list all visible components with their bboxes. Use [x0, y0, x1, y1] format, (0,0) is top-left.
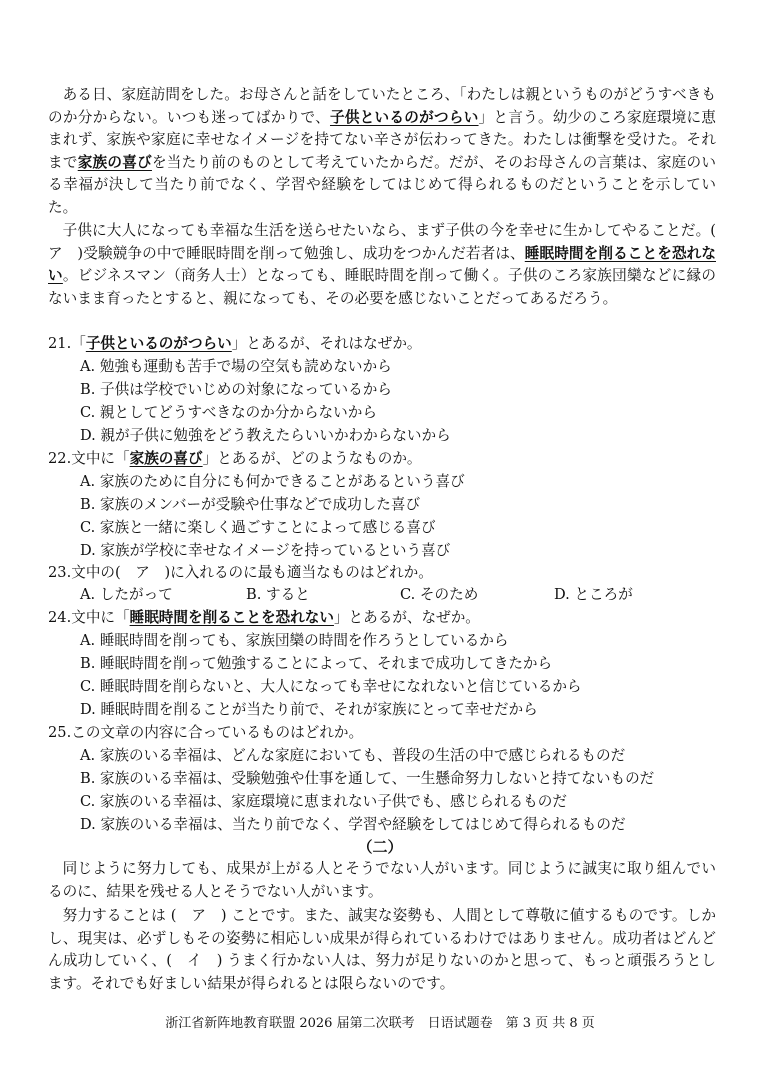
question-21 — [48, 333, 422, 355]
option-24-d: D. 睡眠時間を削ることが当たり前で、それが家族にとって幸せだから — [80, 701, 538, 718]
option-21-c: C. 親としてどうすべきなのか分からないから — [80, 404, 377, 421]
question-number: 22. — [48, 450, 72, 467]
question-number: 23. — [48, 564, 72, 581]
question-text: 「 — [71, 335, 86, 352]
paragraph-text: を当たり前のものとして考えていたからだ。だが、そのお母さんの言葉は、家庭のいる幸福が決して当たり前でなく、学習や経験をしてはじめて得られるものだということを示していた。 — [48, 153, 716, 216]
question-22 — [48, 448, 422, 470]
section-heading: （二） — [357, 838, 403, 856]
question-text: 文中の( ア )に入れるのに最も適当なものはどれか。 — [71, 564, 433, 581]
option-25-c: C. 家族のいる幸福は、家庭環境に恵まれない子供でも、感じられるものだ — [80, 793, 567, 810]
option-24-a: A. 睡眠時間を削っても、家族団欒の時間を作ろうとしているから — [80, 632, 509, 649]
question-number: 24. — [48, 609, 72, 626]
keyword-underlined: 子供といるのがつらい — [329, 108, 479, 126]
paragraph-text: 」と言う。幼少のころ家庭環境に恵まれず、家族や家庭に幸せなイメージを持てない辛さが伝わってきた。わたしは衝撃を受けた。それまで — [48, 108, 716, 171]
option-21-d: D. 親が子供に勉強をどう教えたらいいかわからないから — [80, 427, 451, 444]
question-23 — [48, 562, 433, 584]
keyword-underlined: 睡眠時間を削ることを恐れない — [48, 244, 716, 285]
keyword-underlined: 家族の喜び — [129, 450, 203, 467]
question-number: 25. — [48, 724, 72, 741]
option-21-a: A. 勉強も運動も苦手で場の空気も読めないから — [80, 358, 392, 375]
question-text: この文章の内容に合っているものはどれか。 — [71, 724, 364, 741]
option-22-a: A. 家族のために自分にも何かできることがあるという喜び — [80, 473, 465, 490]
passage-paragraph-1 — [48, 84, 716, 220]
question-number: 21. — [48, 335, 72, 352]
question-text: 」とあるが、なぜか。 — [333, 609, 480, 626]
question-25 — [48, 722, 363, 744]
question-text: 」とあるが、どのようなものか。 — [202, 450, 422, 467]
option-23-b: B. すると — [246, 586, 310, 603]
section2-paragraph-2: 努力することは ( ア ) ことです。また、誠実な姿勢も、人間として尊敬に値するものです。しかし、現実は、必ずしもその姿勢に相応しい成果が得られているわけではありません。成功者はどんどん成功していく、( イ ) うまく行かない人は、努力が足りないのかと思って、もっと頑張ろうとします。それでも好ましい結果が得られるとは限らないのです。 — [48, 907, 716, 992]
question-24 — [48, 607, 480, 629]
paragraph-text: 。ビジネスマン（商务人士）となっても、睡眠時間を削って働く。子供のころ家族団欒などに縁のないまま育ったとすると、親になっても、その必要を感じないことだってあるだろう。 — [48, 267, 716, 307]
question-text: 文中に「 — [71, 609, 130, 626]
section2-paragraph-1: 同じように努力しても、成果が上がる人とそうでない人がいます。同じように誠実に取り組んでいるのに、結果を残せる人とそうでない人がいます。 — [48, 860, 716, 900]
option-25-d: D. 家族のいる幸福は、当たり前でなく、学習や経験をしてはじめて得られるものだ — [80, 816, 626, 833]
option-22-b: B. 家族のメンバーが受験や仕事などで成功した喜び — [80, 496, 421, 513]
option-23-a: A. したがって — [80, 586, 173, 603]
option-25-b: B. 家族のいる幸福は、受験勉強や仕事を通して、一生懸命努力しないと持てないものだ — [80, 770, 655, 787]
option-23-d: D. ところが — [554, 586, 633, 603]
paragraph-text: 子供に大人になっても幸福な生活を送らせたいなら、まず子供の今を幸せに生かしてやることだ。( ア )受験競争の中で睡眠時間を削って勉強し、成功をつかんだ若者は、 — [48, 222, 731, 262]
passage-paragraph-2 — [48, 220, 731, 310]
option-22-d: D. 家族が学校に幸せなイメージを持っているという喜び — [80, 542, 451, 559]
option-23-c: C. そのため — [400, 586, 479, 603]
question-text: 文中に「 — [71, 450, 130, 467]
option-22-c: C. 家族と一緒に楽しく過ごすことによって感じる喜び — [80, 519, 436, 536]
keyword-underlined: 睡眠時間を削ることを恐れない — [129, 609, 334, 626]
page-footer: 浙江省新阵地教育联盟 2026 届第二次联考 日语试题卷 第 3 页 共 8 页 — [165, 1016, 595, 1031]
option-24-c: C. 睡眠時間を削らないと、大人になっても幸せになれないと信じているから — [80, 678, 582, 695]
keyword-underlined: 家族の喜び — [77, 153, 152, 171]
question-text: 」とあるが、それはなぜか。 — [231, 335, 422, 352]
paragraph-text: ある日、家庭訪問をした。お母さんと話をしていたところ、「わたしは親というものがどうすべきものか分からない。いつも迷ってばかりで、 — [48, 86, 716, 126]
option-25-a: A. 家族のいる幸福は、どんな家庭においても、普段の生活の中で感じられるものだ — [80, 747, 626, 764]
keyword-underlined: 子供といるのがつらい — [85, 335, 232, 352]
option-21-b: B. 子供は学校でいじめの対象になっているから — [80, 381, 392, 398]
option-24-b: B. 睡眠時間を削って勉強することによって、それまで成功してきたから — [80, 655, 553, 672]
